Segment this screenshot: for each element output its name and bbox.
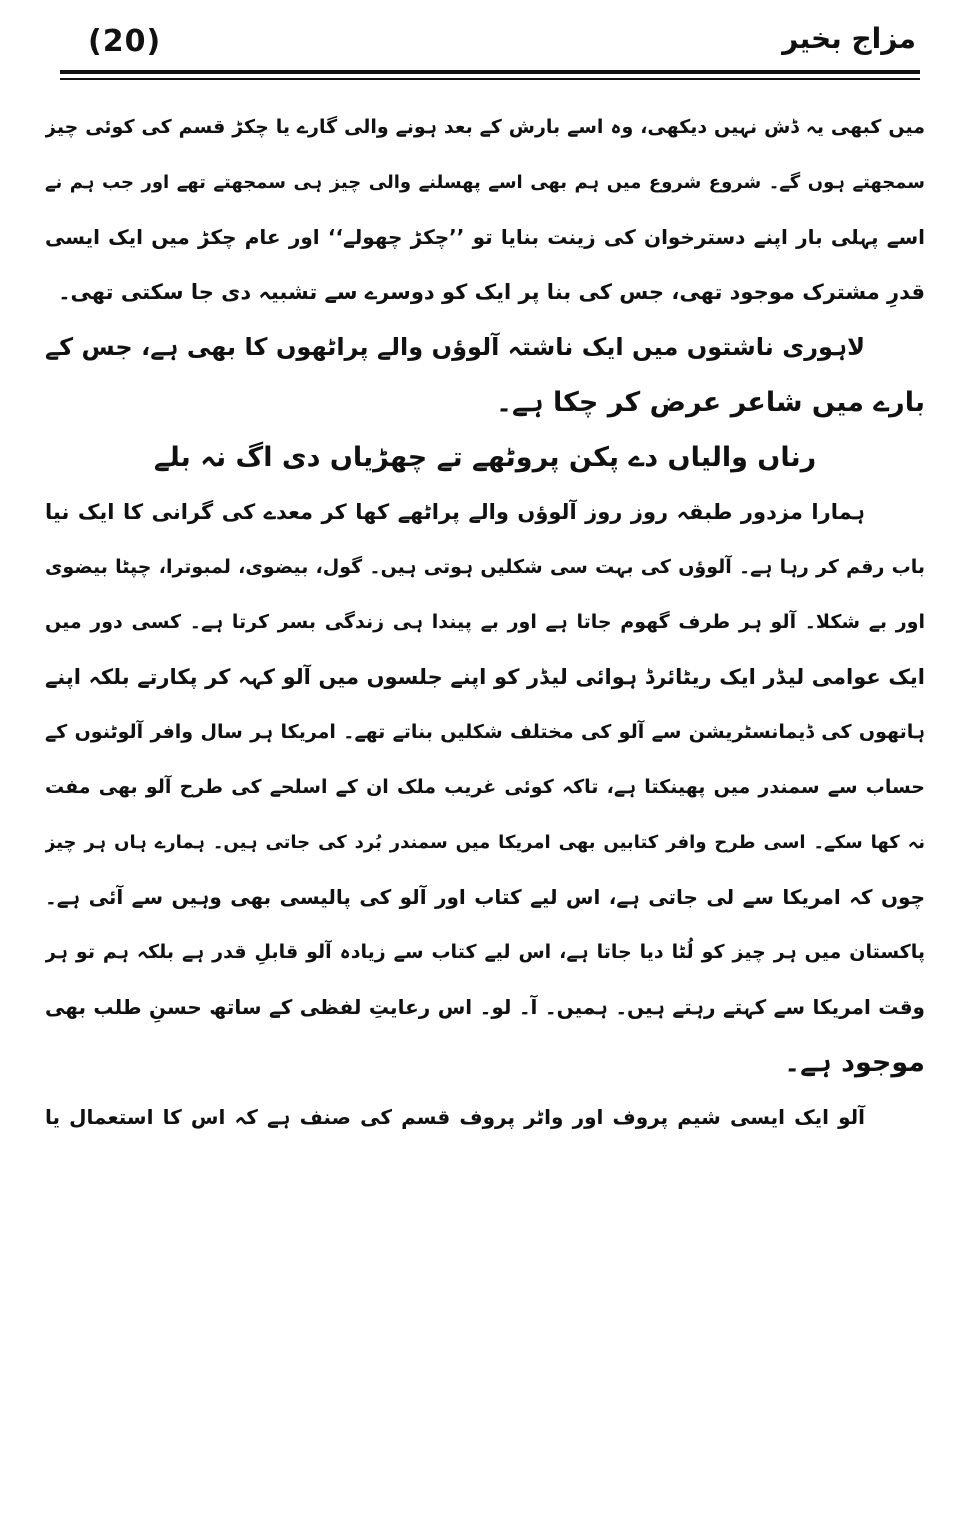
text-line: میں کبھی یہ ڈش نہیں دیکھی، وہ اسے بارش کے بعد ہونے والی گارے یا چکڑ قسم کی کوئی چیز [45, 116, 925, 138]
paragraph-start-line: ہمارا مزدور طبقہ روز روز آلوؤں والے پراٹھے کھا کر معدے کی گرانی کا ایک نیا [45, 500, 865, 524]
text-line: ہاتھوں کی ڈیمانسٹریشن سے آلو کی مختلف شکلیں بناتے تھے۔ امریکا ہر سال وافر آلوٹنوں کے [45, 721, 925, 743]
text-line: موجود ہے۔ [784, 1047, 925, 1078]
text-line: باب رقم کر رہا ہے۔ آلوؤں کی بہت سی شکلیں ہوتی ہیں۔ گول، بیضوی، لمبوترا، چپٹا بیضوی [45, 556, 925, 578]
text-line: بارے میں شاعر عرض کر چکا ہے۔ [496, 387, 925, 418]
text-line: سمجھتے ہوں گے۔ شروع شروع میں ہم بھی اسے پھسلنے والی چیز ہی سمجھتے تھے اور جب ہم نے [45, 172, 925, 193]
text-line: پاکستان میں ہر چیز کو لُٹا دیا جاتا ہے، اس لیے کتاب سے زیادہ آلو قابلِ قدر ہے بلکہ ہم تو ہر [45, 941, 925, 963]
verse-line: رناں والیاں دے پکن پروٹھے تے چھڑیاں دی اگ نہ بلے [153, 442, 817, 473]
text-line: حساب سے سمندر میں پھینکتا ہے، تاکہ کوئی غریب ملک ان کے اسلحے کی طرح آلو بھی مفت [45, 776, 925, 798]
page-header [60, 18, 920, 78]
running-title: مزاج بخیر [782, 22, 916, 55]
text-line: نہ کھا سکے۔ اسی طرح وافر کتابیں بھی امریکا میں سمندر بُرد کی جاتی ہیں۔ ہمارے ہاں ہر چیز [45, 832, 925, 853]
text-line: قدرِ مشترک موجود تھی، جس کی بنا پر ایک کو دوسرے سے تشبیہ دی جا سکتی تھی۔ [58, 280, 925, 304]
header-rule-thin [60, 78, 920, 80]
text-line: چوں کہ امریکا سے لی جاتی ہے، اس لیے کتاب اور آلو کی پالیسی بھی وہیں سے آئی ہے۔ [45, 885, 925, 909]
text-line: اور بے شکلا۔ آلو ہر طرف گھوم جاتا ہے اور بے پیندا ہی زندگی بسر کرتا ہے۔ کسی دور میں [45, 611, 925, 633]
paragraph-start-line: آلو ایک ایسی شیم پروف اور واٹر پروف قسم کی صنف ہے کہ اس کا استعمال یا [45, 1105, 865, 1129]
page-number: (20) [88, 24, 162, 59]
text-line: اسے پہلی بار اپنے دسترخوان کی زینت بنایا تو ’’چکڑ چھولے‘‘ اور عام چکڑ میں ایک ایسی [45, 225, 925, 249]
text-line: وقت امریکا سے کہتے رہتے ہیں۔ ہمیں۔ آ۔ لو۔ اس رعایتِ لفظی کے ساتھ حسنِ طلب بھی [45, 995, 925, 1019]
paragraph-start-line: لاہوری ناشتوں میں ایک ناشتہ آلوؤں والے پراٹھوں کا بھی ہے، جس کے [45, 333, 865, 361]
body-text [45, 100, 925, 1145]
header-rule-thick [60, 70, 920, 74]
text-line: ایک عوامی لیڈر ایک ریٹائرڈ ہوائی لیڈر کو اپنے جلسوں میں آلو کہہ کر پکارتے بلکہ اپنے [45, 665, 925, 689]
